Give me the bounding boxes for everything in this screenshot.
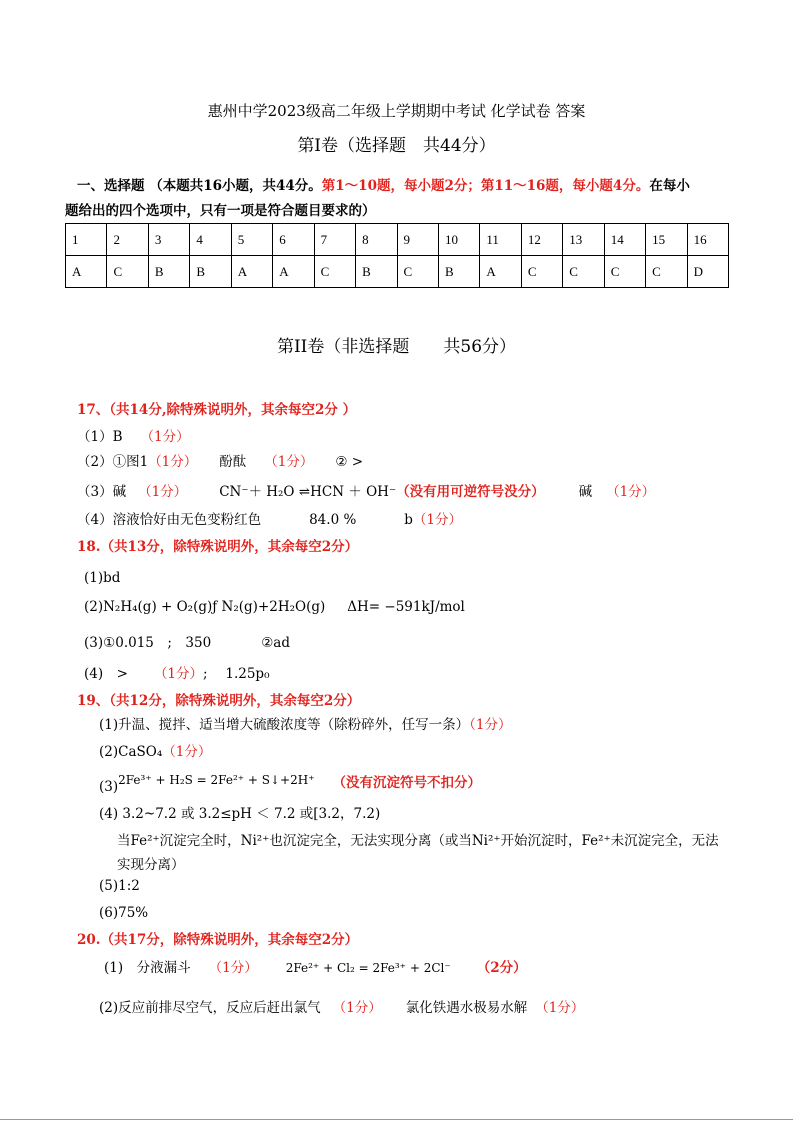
q18-l4-answer: ; 1.25p₀ bbox=[203, 666, 270, 682]
q18-l3-answer: ②ad bbox=[261, 635, 290, 651]
answer-number-cell: 15 bbox=[646, 224, 687, 256]
q19-l2-text: (2)CaSO₄ bbox=[99, 744, 163, 760]
part2-title: 第II卷（非选择题 共56分） bbox=[276, 337, 517, 357]
q19-header: 19、（共12分，除特殊说明外，其余每空2分） bbox=[77, 693, 361, 709]
q17-l4-percent: 84.0 % bbox=[309, 512, 357, 528]
answer-letter-cell: A bbox=[231, 256, 272, 288]
section1-instructions bbox=[77, 174, 690, 194]
section1-desc-line2: 题给出的四个选项中，只有一项是符合题目要求的） bbox=[65, 203, 376, 219]
q17-l2-score1: （1分） bbox=[148, 454, 198, 470]
q19-line8: (6)75% bbox=[99, 905, 149, 921]
q17-l4-score: （1分） bbox=[412, 512, 463, 528]
answer-number-cell: 1 bbox=[66, 224, 107, 256]
answer-letter-cell: D bbox=[687, 256, 728, 288]
q20-l2-text: (2)反应前排尽空气，反应后赶出氯气 bbox=[99, 1000, 321, 1016]
q20-l1-score1: （1分） bbox=[208, 960, 258, 976]
q19-line6: 实现分离） bbox=[117, 857, 185, 873]
q17-l3-note: （没有用可逆符号没分） bbox=[396, 484, 545, 500]
answer-letter-cell: A bbox=[66, 256, 107, 288]
q17-l3-score1: （1分） bbox=[138, 484, 188, 500]
answer-number-cell: 16 bbox=[687, 224, 728, 256]
answer-number-cell: 2 bbox=[107, 224, 148, 256]
answer-number-cell: 11 bbox=[480, 224, 521, 256]
section1-desc-a: （本题共16小题，共44分。 bbox=[149, 178, 322, 194]
q18-header: 18.（共13分，除特殊说明外，其余每空2分） bbox=[77, 539, 359, 555]
q17-line4 bbox=[77, 508, 462, 528]
section1-desc-red: 第1～10题，每小题2分；第11～16题，每小题4分。 bbox=[321, 178, 650, 194]
q18-line2 bbox=[84, 599, 465, 615]
q20-l2-score1: （1分） bbox=[332, 1000, 382, 1016]
answer-number-cell: 9 bbox=[397, 224, 438, 256]
answer-number-cell: 3 bbox=[148, 224, 189, 256]
q17-header: 17、（共14分,除特殊说明外，其余每空2分 ） bbox=[77, 402, 357, 418]
q18-l3-text: (3)①0.015 ; 350 bbox=[84, 635, 212, 651]
q17-l2-compare: ② > bbox=[335, 454, 364, 470]
part1-title: 第I卷（选择题 共44分） bbox=[297, 136, 496, 156]
q17-l2-indicator: 酚酞 bbox=[219, 454, 247, 470]
answer-letter-cell: C bbox=[107, 256, 148, 288]
q20-l1-text: (1) 分液漏斗 bbox=[104, 960, 191, 976]
q19-l2-score: （1分） bbox=[162, 744, 212, 760]
answer-letter-cell: C bbox=[314, 256, 355, 288]
answer-number-cell: 6 bbox=[273, 224, 314, 256]
q17-l3-equation: CN⁻＋ H₂O ⇌HCN ＋ OH⁻ bbox=[219, 484, 397, 500]
section1-desc-b: 在每小 bbox=[649, 178, 690, 194]
q17-line1 bbox=[77, 425, 190, 445]
q20-l1-equation: 2Fe²⁺ + Cl₂ = 2Fe³⁺ + 2Cl⁻ bbox=[285, 961, 451, 975]
q17-l1-text: （1）B bbox=[77, 429, 123, 445]
answer-letter-cell: C bbox=[604, 256, 645, 288]
q17-l4-answer: b bbox=[404, 512, 413, 528]
q17-l3-answer: 碱 bbox=[578, 484, 593, 500]
q19-l3-equation: 2Fe³⁺ + H₂S = 2Fe²⁺ + S↓+2H⁺ bbox=[118, 773, 315, 787]
answer-table bbox=[65, 223, 729, 288]
page-bottom-rule bbox=[0, 1119, 793, 1120]
q19-l3-label: (3) bbox=[99, 779, 119, 795]
q19-line4: (4) 3.2~7.2 或 3.2≤pH ＜ 7.2 或[3.2，7.2) bbox=[99, 806, 381, 822]
answer-number-row bbox=[66, 224, 729, 256]
answer-number-cell: 5 bbox=[231, 224, 272, 256]
answer-letter-cell: C bbox=[563, 256, 604, 288]
q18-line3 bbox=[84, 631, 290, 651]
answer-letter-row bbox=[66, 256, 729, 288]
answer-number-cell: 14 bbox=[604, 224, 645, 256]
answer-number-cell: 13 bbox=[563, 224, 604, 256]
q19-line3 bbox=[99, 771, 482, 795]
answer-letter-cell: C bbox=[521, 256, 562, 288]
q19-line5: 当Fe²⁺沉淀完全时，Ni²⁺也沉淀完全，无法实现分离（或当Ni²⁺开始沉淀时，Fe²⁺未沉淀完全，无法 bbox=[117, 833, 719, 849]
answer-number-cell: 8 bbox=[356, 224, 397, 256]
answer-letter-cell: C bbox=[646, 256, 687, 288]
answer-letter-cell: B bbox=[148, 256, 189, 288]
q20-line1 bbox=[104, 956, 527, 976]
q19-l1-score: （1分） bbox=[469, 717, 512, 733]
answer-number-cell: 7 bbox=[314, 224, 355, 256]
answer-letter-cell: B bbox=[438, 256, 479, 288]
q17-l1-score: （1分） bbox=[140, 429, 190, 445]
q19-l1-text: (1)升温、搅拌、适当增大硫酸浓度等（除粉碎外，任写一条） bbox=[99, 717, 470, 733]
answer-letter-cell: A bbox=[273, 256, 314, 288]
q18-l4-text: (4) > bbox=[84, 666, 128, 682]
q19-l3-note: （没有沉淀符号不扣分） bbox=[332, 775, 482, 791]
q18-l4-score: （1分） bbox=[153, 666, 204, 682]
answer-letter-cell: B bbox=[190, 256, 231, 288]
answer-letter-cell: B bbox=[356, 256, 397, 288]
q18-line4 bbox=[84, 662, 269, 682]
answer-letter-cell: C bbox=[397, 256, 438, 288]
q17-l4-text: （4）溶液恰好由无色变粉红色 bbox=[77, 512, 262, 528]
q17-line2 bbox=[77, 450, 363, 470]
q19-line1 bbox=[99, 713, 511, 733]
q18-l2-equation: (2)N₂H₄(g) + O₂(g)ƒ N₂(g)+2H₂O(g) bbox=[84, 599, 326, 615]
answer-number-cell: 4 bbox=[190, 224, 231, 256]
q20-header: 20.（共17分，除特殊说明外，其余每空2分） bbox=[77, 932, 359, 948]
q20-l1-score2: （2分） bbox=[476, 960, 527, 976]
q20-line2 bbox=[99, 996, 584, 1016]
answer-letter-cell: A bbox=[480, 256, 521, 288]
q17-l3-text: （3）碱 bbox=[77, 484, 127, 500]
answer-number-cell: 10 bbox=[438, 224, 479, 256]
q17-line3 bbox=[77, 480, 655, 500]
q19-line2 bbox=[99, 740, 211, 760]
document-title: 惠州中学2023级高二年级上学期期中考试 化学试卷 答案 bbox=[207, 102, 586, 120]
q17-l2-text: （2）①图1 bbox=[77, 454, 149, 470]
q18-line1: (1)bd bbox=[84, 570, 121, 586]
section1-label: 一、选择题 bbox=[77, 178, 145, 194]
q17-l2-score2: （1分） bbox=[264, 454, 314, 470]
q18-l2-enthalpy: ΔH= −591kJ/mol bbox=[347, 599, 465, 615]
q19-line7: (5)1:2 bbox=[99, 878, 140, 894]
q17-l3-score2: （1分） bbox=[606, 484, 656, 500]
q20-l2-reason: 氯化铁遇水极易水解 bbox=[405, 1000, 528, 1016]
q20-l2-score2: （1分） bbox=[535, 1000, 585, 1016]
answer-number-cell: 12 bbox=[521, 224, 562, 256]
